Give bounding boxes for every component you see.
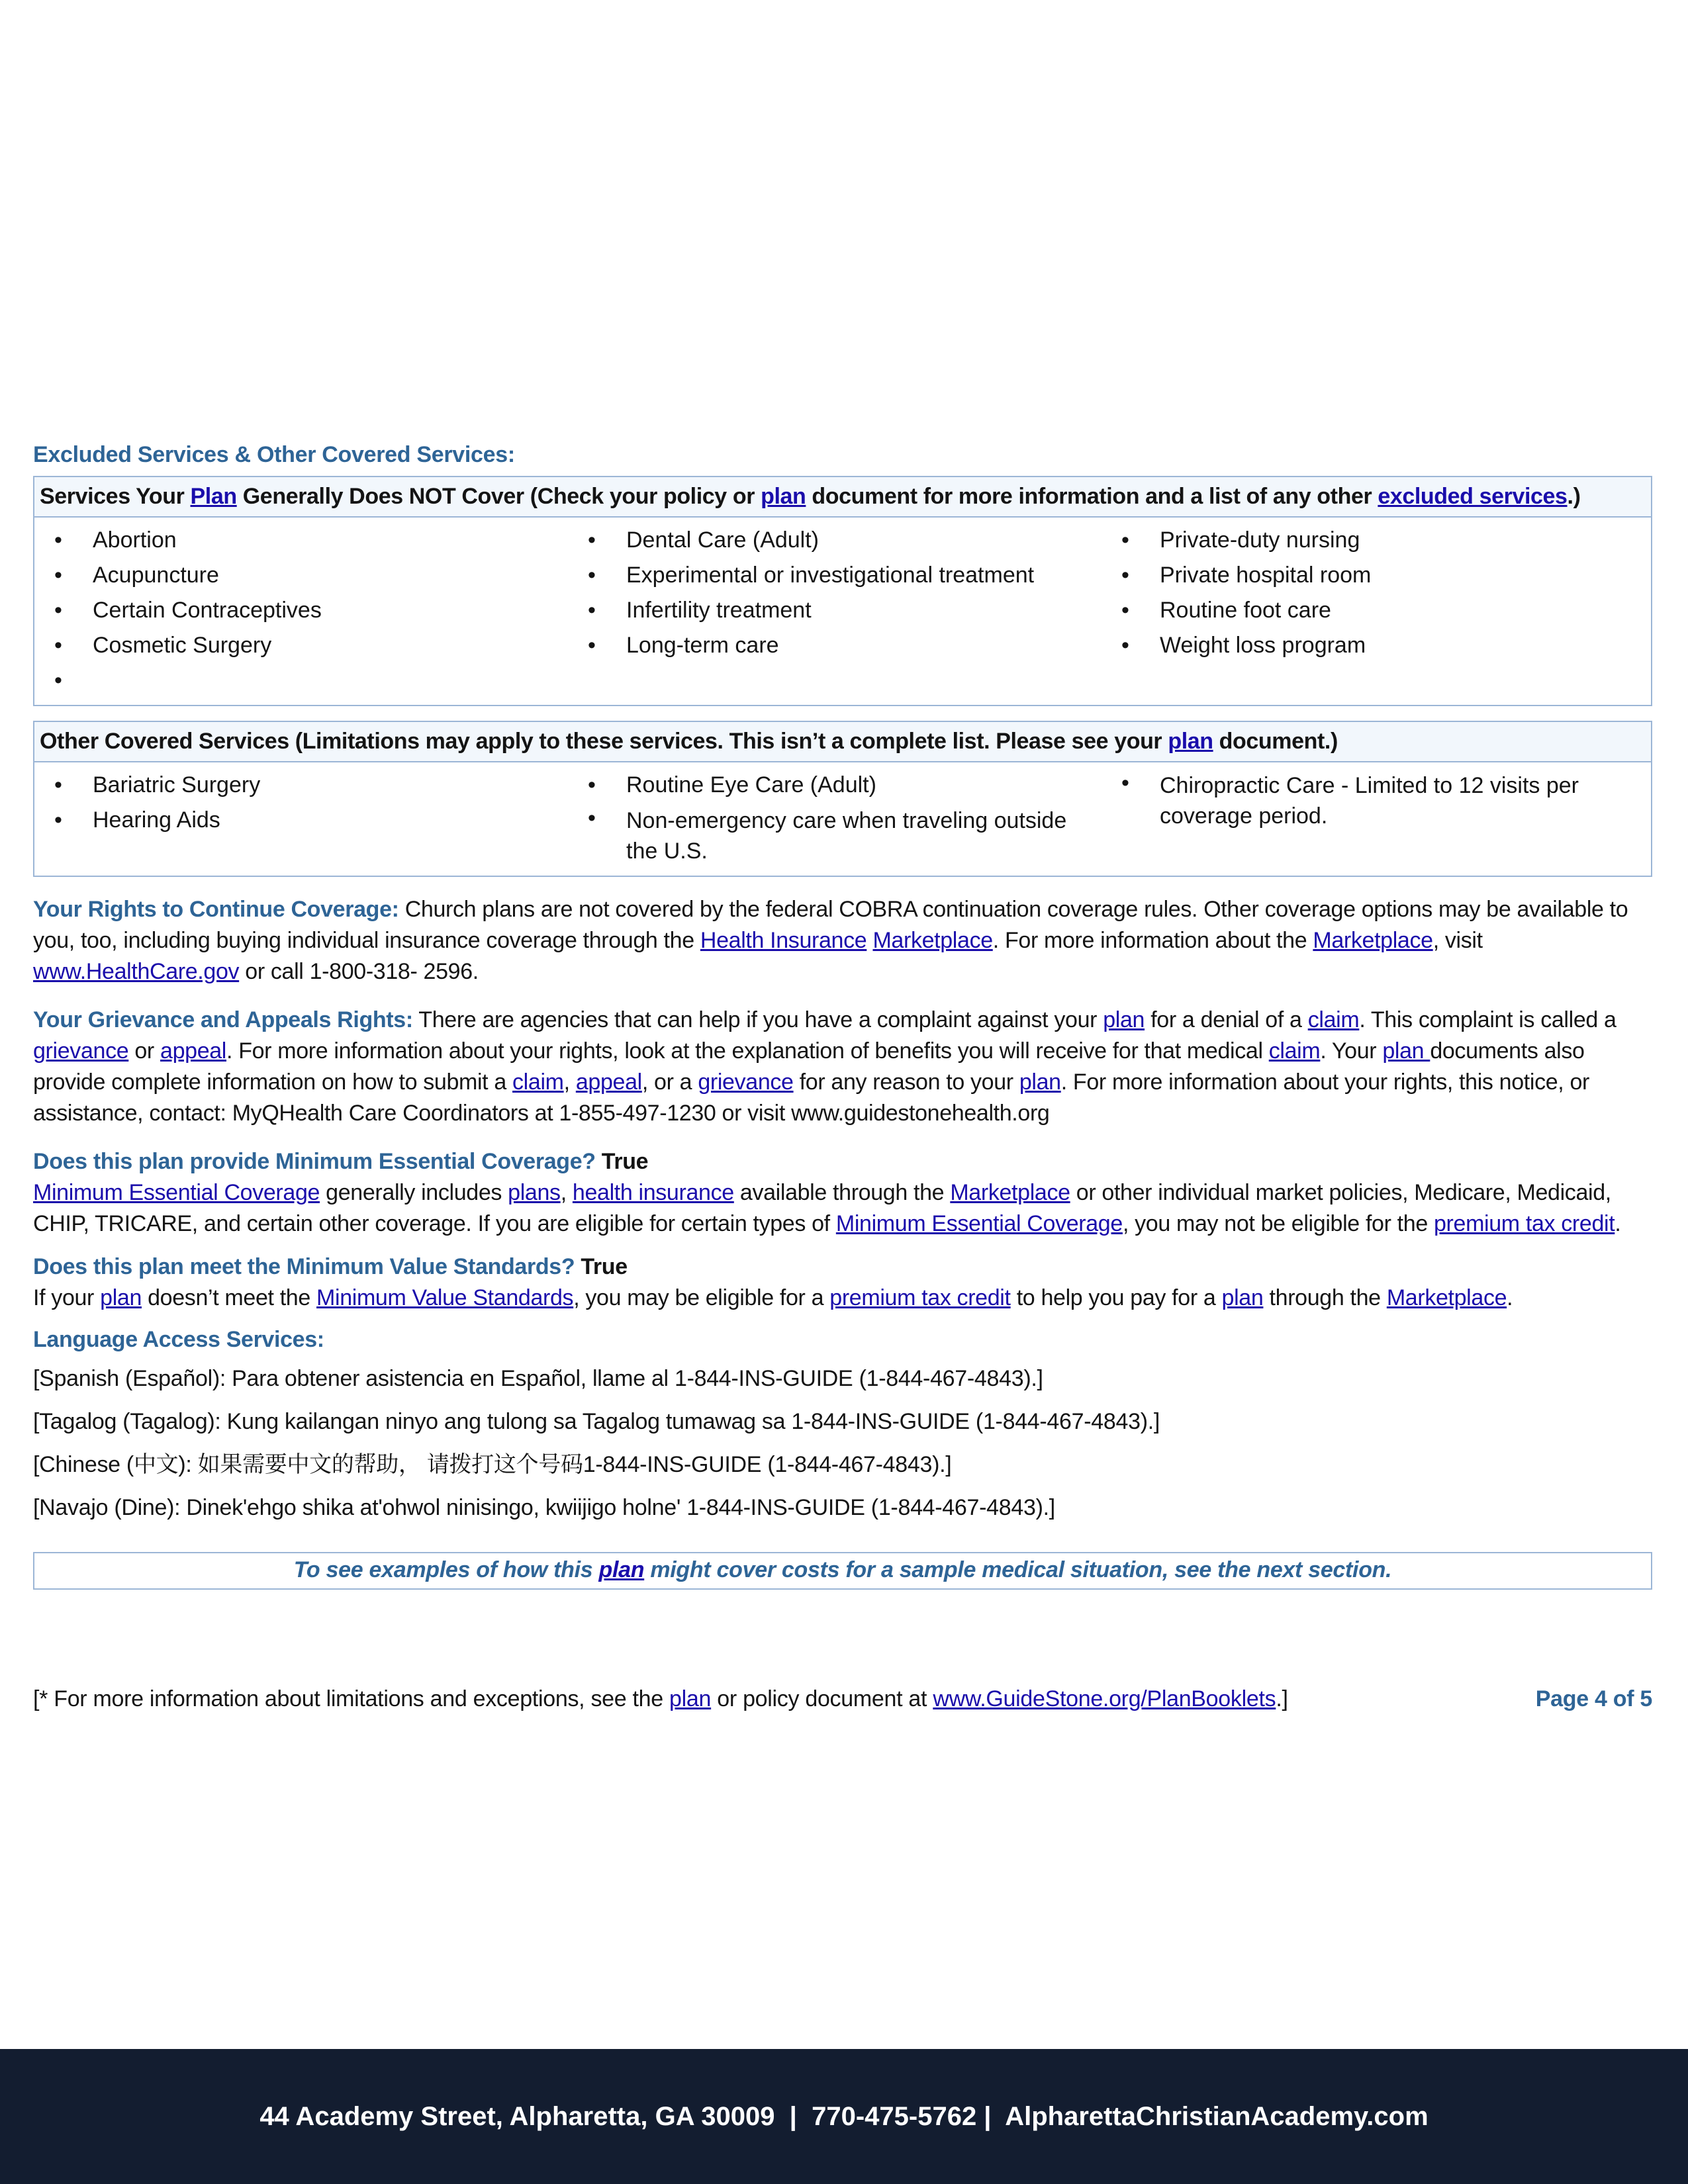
paragraph-text: through the bbox=[1263, 1285, 1387, 1310]
list-item: • Dental Care (Adult) bbox=[568, 523, 1102, 558]
paragraph-text: . This complaint is called a bbox=[1359, 1007, 1617, 1032]
other-covered-services-header bbox=[34, 722, 1651, 762]
page-number: Page 4 of 5 bbox=[1535, 1686, 1652, 1711]
plan-link[interactable]: plan bbox=[1168, 729, 1213, 754]
marketplace-link[interactable]: Marketplace bbox=[1313, 928, 1433, 953]
health-insurance-link[interactable]: health insurance bbox=[572, 1180, 734, 1205]
mvs-question: Does this plan meet the Minimum Value Standards? bbox=[33, 1254, 575, 1279]
list-item: • Long-term care bbox=[568, 628, 1102, 663]
paragraph-text: to help you pay for a bbox=[1010, 1285, 1222, 1310]
footnote-part: .] bbox=[1276, 1686, 1288, 1711]
mec-link[interactable]: Minimum Essential Coverage bbox=[835, 1211, 1123, 1236]
paragraph-text: , you may not be eligible for the bbox=[1122, 1211, 1434, 1236]
excluded-services-list bbox=[34, 518, 1651, 705]
excluded-services-table bbox=[33, 476, 1652, 706]
health-insurance-link[interactable]: Health Insurance bbox=[700, 928, 867, 953]
appeal-link[interactable]: appeal bbox=[160, 1038, 227, 1064]
header-text: document for more information and a list of any other bbox=[806, 484, 1378, 509]
list-item: • Private-duty nursing bbox=[1102, 523, 1635, 558]
footnote-part: or policy document at bbox=[711, 1686, 933, 1711]
list-item: • Certain Contraceptives bbox=[34, 593, 568, 628]
language-heading: Language Access Services: bbox=[33, 1327, 324, 1352]
excluded-column-1 bbox=[34, 523, 568, 698]
paragraph-text: . Your bbox=[1320, 1038, 1383, 1064]
header-text: Services Your bbox=[40, 484, 191, 509]
banner-text: might cover costs for a sample medical situation, see the next section. bbox=[644, 1557, 1392, 1582]
header-text: .) bbox=[1567, 484, 1581, 509]
mec-question: Does this plan provide Minimum Essential Coverage? bbox=[33, 1149, 596, 1174]
paragraph-text: documents also provide complete information on how to submit a bbox=[33, 1038, 1585, 1095]
list-item: • Non-emergency care when traveling outside the U.S. bbox=[568, 803, 1102, 869]
paragraph-text: , bbox=[560, 1180, 573, 1205]
section-title-excluded: Excluded Services & Other Covered Services: bbox=[33, 442, 515, 467]
list-item: • Routine foot care bbox=[1102, 593, 1635, 628]
language-section bbox=[33, 1324, 1652, 1524]
language-lines bbox=[33, 1362, 1652, 1524]
paragraph-text: . For more information about your rights, look at the explanation of benefits you will receive for that medical bbox=[226, 1038, 1269, 1064]
footer-bar bbox=[0, 2049, 1688, 2184]
paragraph-text: , you may be eligible for a bbox=[573, 1285, 830, 1310]
rights-heading: Your Rights to Continue Coverage: bbox=[33, 897, 399, 922]
plan-link[interactable]: plan bbox=[1221, 1285, 1264, 1310]
paragraph-text: for any reason to your bbox=[793, 1069, 1019, 1095]
paragraph-text: , visit bbox=[1432, 928, 1483, 953]
rights-paragraph bbox=[33, 894, 1652, 987]
marketplace-link[interactable]: Marketplace bbox=[950, 1180, 1070, 1205]
appeal-link[interactable]: appeal bbox=[575, 1069, 642, 1095]
footnote-text bbox=[33, 1686, 1288, 1712]
plan-link[interactable]: plan bbox=[1019, 1069, 1061, 1095]
grievance-link[interactable]: grievance bbox=[698, 1069, 794, 1095]
excluded-services-header bbox=[34, 477, 1651, 518]
header-text: Generally Does NOT Cover (Check your policy or bbox=[236, 484, 761, 509]
premium-tax-credit-link[interactable]: premium tax credit bbox=[1433, 1211, 1615, 1236]
list-item: • Acupuncture bbox=[34, 558, 568, 593]
plans-link[interactable]: plans bbox=[508, 1180, 561, 1205]
list-item bbox=[34, 663, 568, 698]
language-line-chinese: [Chinese (中文): 如果需要中文的帮助， 请拨打这个号码1-844-INS-GUIDE (1-844-467-4843).] bbox=[33, 1452, 952, 1477]
paragraph-text: . For more information about the bbox=[992, 928, 1313, 953]
mvs-answer: True bbox=[575, 1254, 628, 1279]
marketplace-link[interactable]: Marketplace bbox=[872, 928, 993, 953]
plan-link[interactable]: plan bbox=[761, 484, 806, 509]
list-item: • Weight loss program bbox=[1102, 628, 1635, 663]
paragraph-text: . bbox=[1507, 1285, 1513, 1310]
language-line-spanish: [Spanish (Español): Para obtener asistencia en Español, llame al 1-844-INS-GUIDE (1-844-467-4843).] bbox=[33, 1366, 1043, 1391]
see-next-section-banner bbox=[33, 1552, 1652, 1590]
claim-link[interactable]: claim bbox=[1307, 1007, 1360, 1032]
covered-column-1 bbox=[34, 768, 568, 869]
page-content bbox=[33, 442, 1652, 1590]
list-item: • Routine Eye Care (Adult) bbox=[568, 768, 1102, 803]
banner-text: To see examples of how this bbox=[293, 1557, 599, 1582]
paragraph-text: , or a bbox=[641, 1069, 698, 1095]
header-text: Other Covered Services (Limitations may apply to these services. This isn’t a complete list. Please see your bbox=[40, 729, 1168, 754]
plan-booklets-link[interactable]: www.GuideStone.org/PlanBooklets bbox=[933, 1686, 1276, 1711]
list-item: • Experimental or investigational treatment bbox=[568, 558, 1102, 593]
language-line-navajo: [Navajo (Dine): Dinek'ehgo shika at'ohwol ninisingo, kwiijigo holne' 1-844-INS-GUIDE (1-844-467-4843).] bbox=[33, 1495, 1055, 1520]
grievance-paragraph bbox=[33, 1005, 1652, 1129]
list-item: • Cosmetic Surgery bbox=[34, 628, 568, 663]
list-item: • Chiropractic Care - Limited to 12 visits per coverage period. bbox=[1102, 768, 1635, 834]
mvs-paragraph bbox=[33, 1251, 1652, 1314]
mvs-link[interactable]: Minimum Value Standards bbox=[316, 1285, 574, 1310]
language-line-tagalog: [Tagalog (Tagalog): Kung kailangan ninyo ang tulong sa Tagalog tumawag sa 1-844-INS-GUIDE (1-844-467-4843).] bbox=[33, 1409, 1160, 1434]
excluded-column-3 bbox=[1102, 523, 1635, 698]
covered-column-3 bbox=[1102, 768, 1635, 869]
paragraph-text: Church plans are not covered by the federal COBRA continuation coverage rules. Other coverage options may be available to you, too, including buying individual insurance coverage through the bbox=[33, 897, 1628, 953]
claim-link[interactable]: claim bbox=[512, 1069, 564, 1095]
paragraph-text: or bbox=[128, 1038, 161, 1064]
excluded-column-2 bbox=[568, 523, 1102, 698]
paragraph-text: generally includes bbox=[320, 1180, 508, 1205]
list-item: • Infertility treatment bbox=[568, 593, 1102, 628]
paragraph-text: , bbox=[563, 1069, 576, 1095]
footer-contact-text: 44 Academy Street, Alpharetta, GA 30009 | 770-475-5762 | AlpharettaChristianAcademy.com bbox=[259, 2101, 1429, 2131]
excluded-services-link[interactable]: excluded services bbox=[1378, 484, 1568, 509]
header-text: document.) bbox=[1213, 729, 1338, 754]
paragraph-text: available through the bbox=[733, 1180, 951, 1205]
list-item: • Abortion bbox=[34, 523, 568, 558]
paragraph-text: or other individual market policies, Medicare, Medicaid, CHIP, TRICARE, and certain other coverage. If you are eligible for certain types of bbox=[33, 1180, 1611, 1236]
plan-link[interactable]: plan bbox=[1103, 1007, 1145, 1032]
mec-answer: True bbox=[595, 1149, 649, 1174]
plan-link[interactable]: plan bbox=[1382, 1038, 1430, 1064]
other-covered-list bbox=[34, 762, 1651, 876]
footnote-part: [* For more information about limitations and exceptions, see the bbox=[33, 1686, 670, 1711]
paragraph-text: for a denial of a bbox=[1145, 1007, 1308, 1032]
grievance-link[interactable]: grievance bbox=[33, 1038, 129, 1064]
paragraph-text: doesn’t meet the bbox=[142, 1285, 317, 1310]
plan-link[interactable]: Plan bbox=[190, 484, 237, 509]
premium-tax-credit-link[interactable]: premium tax credit bbox=[829, 1285, 1011, 1310]
paragraph-text: or call 1-800-318- 2596. bbox=[239, 959, 479, 984]
covered-column-2 bbox=[568, 768, 1102, 869]
plan-link[interactable]: plan bbox=[669, 1686, 712, 1711]
healthcare-gov-link[interactable]: www.HealthCare.gov bbox=[33, 959, 240, 984]
grievance-heading: Your Grievance and Appeals Rights: bbox=[33, 1007, 413, 1032]
page-footnote bbox=[33, 1686, 1652, 1712]
claim-link[interactable]: claim bbox=[1268, 1038, 1321, 1064]
paragraph-text: There are agencies that can help if you have a complaint against your bbox=[412, 1007, 1103, 1032]
list-item: • Bariatric Surgery bbox=[34, 768, 568, 803]
plan-link[interactable]: plan bbox=[598, 1557, 645, 1582]
paragraph-text: If your bbox=[33, 1285, 101, 1310]
marketplace-link[interactable]: Marketplace bbox=[1386, 1285, 1507, 1310]
mec-paragraph bbox=[33, 1146, 1652, 1240]
list-item: • Hearing Aids bbox=[34, 803, 568, 838]
other-covered-services-table bbox=[33, 721, 1652, 877]
list-item: • Private hospital room bbox=[1102, 558, 1635, 593]
plan-link[interactable]: plan bbox=[100, 1285, 142, 1310]
paragraph-text: . For more information about your rights, this notice, or assistance, contact: MyQHealth Care Coordinators at 1-855-497-1230 or visit www.guidestonehealth.org bbox=[33, 1069, 1590, 1126]
mec-link[interactable]: Minimum Essential Coverage bbox=[33, 1180, 320, 1205]
paragraph-text: . bbox=[1615, 1211, 1621, 1236]
